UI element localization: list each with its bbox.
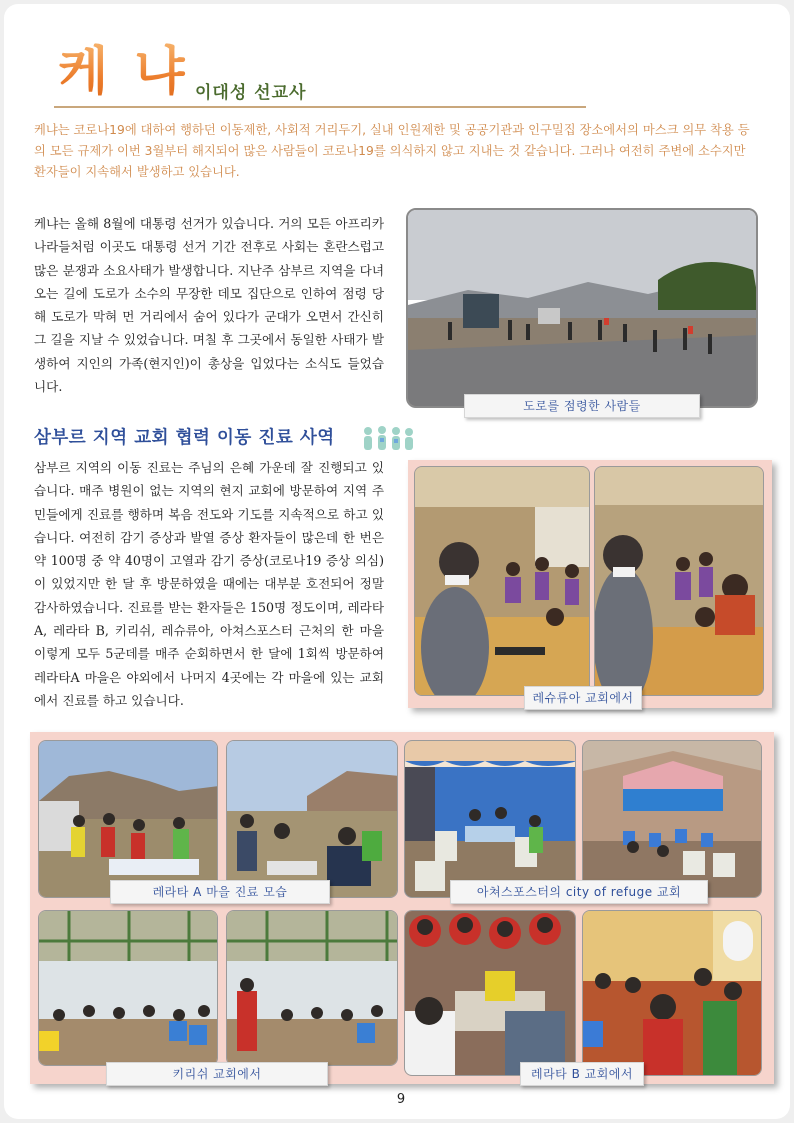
caption-leshuruai: 레슈류아 교회에서 [524, 686, 642, 710]
clinic-photo-frame [30, 732, 774, 1084]
caption-road: 도로를 점령한 사람들 [464, 394, 700, 418]
lerata-b-photo-1 [404, 910, 576, 1076]
kirish-photo-1 [38, 910, 218, 1066]
archers-post-photo-2 [582, 740, 762, 898]
election-paragraph: 케냐는 올해 8월에 대통령 선거가 있습니다. 거의 모든 아프리카 나라들처럼 이곳도 대통령 선거 기간 전후로 사회는 혼란스럽고 많은 분쟁과 소요사태가 발생합니다. 지난주 삼부르 지역을 다녀오는 길에 도로가 소수의 무장한 데모 집단으로 인하여 점령 당해 도로가 막혀 먼 거리에서 숨어 있다가 군대가 오면서 간신히 그 길을 지날 수 있었습니다. 며칠 후 그곳에서 동일한 사태가 발생하여 지인의 가족(현지인)이 총상을 입었다는 소식도 들었습니다. [34, 216, 384, 395]
lerata-a-photo-1 [38, 740, 218, 898]
lerata-b-photo-2 [582, 910, 762, 1076]
kirish-photo-2 [226, 910, 398, 1066]
leshuruai-photo-1 [414, 466, 590, 696]
caption-kirish: 키리쉬 교회에서 [106, 1062, 328, 1086]
page-number: 9 [396, 1092, 406, 1107]
leshuruai-photo-2 [594, 466, 764, 696]
intro-paragraph: 케냐는 코로나19에 대하여 행하던 이동제한, 사회적 거리두기, 실내 인원제한 및 공공기관과 인구밀집 장소에서의 마스크 의무 착용 등의 모든 규제가 이번 3월부터 해지되어 많은 사람들이 코로나19를 의식하지 않고 지내는 것 같습니다. 그러나 여전히 주변에 소수지만 환자들이 지속해서 발생하고 있습니다. [34, 123, 750, 179]
medical-staff-icon [360, 424, 416, 452]
caption-lerata-a: 레라타 A 마을 진료 모습 [110, 880, 330, 904]
title-divider [54, 106, 586, 108]
road-blockade-photo [406, 208, 758, 408]
section-title: 삼부르 지역 교회 협력 이동 진료 사역 [34, 428, 335, 448]
lerata-a-photo-2 [226, 740, 398, 898]
author-name: 이대성 선교사 [195, 83, 307, 103]
caption-lerata-b: 레라타 B 교회에서 [520, 1062, 644, 1086]
leshuruai-photo-frame [408, 460, 772, 708]
page-title: 케 냐 [58, 42, 189, 102]
mobile-clinic-paragraph: 삼부르 지역의 이동 진료는 주님의 은혜 가운데 잘 진행되고 있습니다. 매주 병원이 없는 지역의 현지 교회에 방문하여 지역 주민들에게 진료를 행하며 복음 전도와 기도를 지속적으로 하고 있습니다. 여전히 감기 증상과 발열 증상 환자들이 많은데 한 번은 약 100명 중 약 40명이 고열과 감기 증상(코로나19 증상 의심)이 있었지만 한 달 후 방문하였을 때에는 대부분 호전되어 정말 감사하였습니다. 진료를 받는 환자들은 150명 정도이며, 레라타 A, 레라타 B, 키리쉬, 레슈류아, 아쳐스포스터 근처의 한 마을 이렇게 모두 5군데를 매주 순회하면서 한 달에 1회씩 방문하여 레라타A 마을은 야외에서 나머지 4곳에는 각 마을에 있는 교회에서 진료를 하고 있습니다. [34, 460, 384, 708]
caption-archers-post: 아쳐스포스터의 city of refuge 교회 [450, 880, 708, 904]
archers-post-photo-1 [404, 740, 576, 898]
page [4, 4, 790, 1119]
